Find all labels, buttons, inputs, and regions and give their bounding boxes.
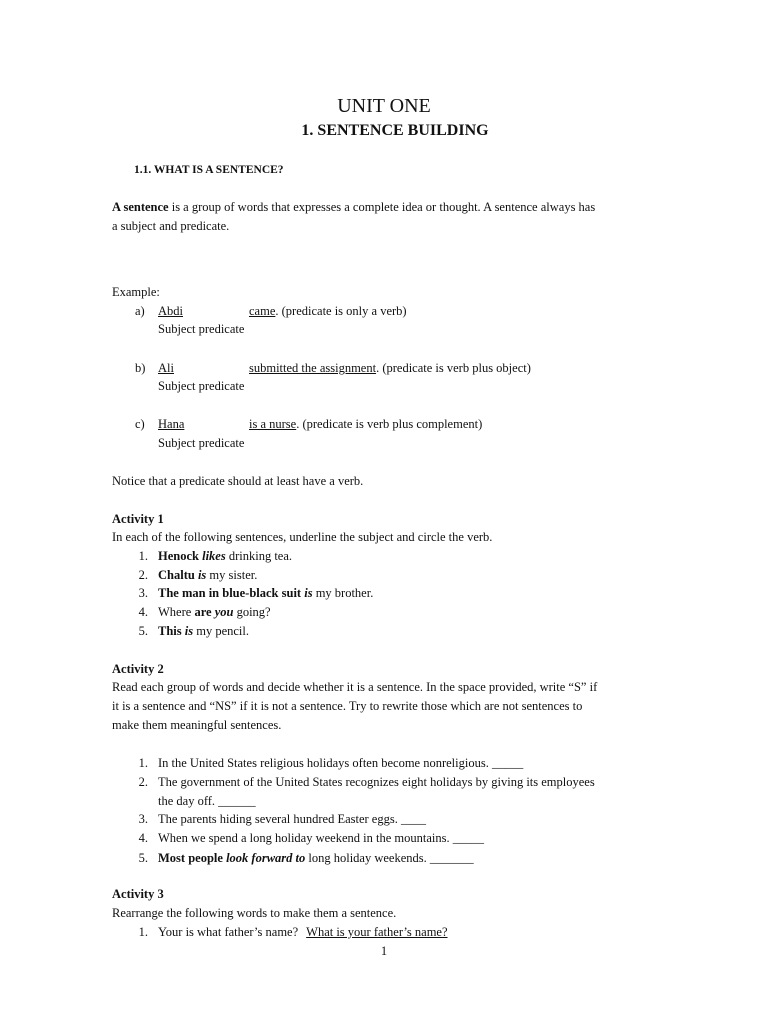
list-number: 5.	[138, 624, 148, 638]
example-predicate-line	[249, 303, 407, 319]
example-note: . (predicate is verb plus complement)	[296, 417, 483, 431]
list-number: 2.	[138, 775, 148, 789]
activity-1-heading: Activity 1	[112, 512, 164, 526]
list-number: 4.	[138, 831, 148, 845]
definition-text: is a group of words that expresses a complete idea or thought. A sentence always has	[168, 200, 596, 214]
definition-line-1	[112, 199, 595, 215]
item-rest: my sister.	[206, 568, 258, 582]
example-note: . (predicate is only a verb)	[275, 304, 407, 318]
example-predicate: came	[249, 304, 276, 318]
item-verb: are	[194, 605, 212, 619]
example-subject: Hana	[158, 417, 185, 431]
list-item	[158, 623, 249, 639]
list-number: 1.	[138, 756, 148, 770]
activity-2-heading: Activity 2	[112, 662, 164, 676]
list-item	[158, 850, 474, 866]
list-item	[158, 548, 292, 564]
activity-3-instruction: Rearrange the following words to make them a sentence.	[112, 906, 397, 920]
example-predicate-line	[249, 360, 531, 376]
item-verb: is	[304, 586, 313, 600]
list-number: 2.	[138, 568, 148, 582]
list-number: 3.	[138, 812, 148, 826]
list-number: 1.	[138, 549, 148, 563]
item-answer: What is your father’s name?	[306, 925, 448, 939]
item-verb: look forward to	[226, 851, 306, 865]
activity-2-instruction: make them meaningful sentences.	[112, 718, 282, 732]
list-item	[158, 924, 448, 940]
page-number: 1	[380, 944, 388, 958]
example-note: . (predicate is verb plus object)	[376, 361, 531, 375]
definition-line-2: a subject and predicate.	[112, 219, 230, 233]
example-caption: Subject predicate	[158, 379, 245, 393]
list-number: 1.	[138, 925, 148, 939]
example-subject: Abdi	[158, 304, 183, 318]
item-verb: is	[197, 568, 207, 582]
item-rest: my pencil.	[193, 624, 249, 638]
activity-3-heading: Activity 3	[112, 887, 164, 901]
item-prompt: Your is what father’s name?	[158, 925, 299, 939]
item-rest: Where	[158, 605, 195, 619]
unit-title: UNIT ONE	[337, 95, 431, 117]
list-item	[158, 604, 271, 620]
example-caption: Subject predicate	[158, 322, 245, 336]
notice-text: Notice that a predicate should at least have a verb.	[112, 474, 364, 488]
list-item: When we spend a long holiday weekend in the mountains. _____	[158, 831, 484, 845]
example-predicate: submitted the assignment	[249, 361, 377, 375]
chapter-title: 1. SENTENCE BUILDING	[301, 122, 489, 139]
item-rest: my brother.	[312, 586, 374, 600]
item-subject: Henock	[158, 549, 203, 563]
activity-2-instruction: it is a sentence and “NS” if it is not a sentence. Try to rewrite those which are not sentences to	[112, 699, 583, 713]
example-marker: c)	[135, 417, 145, 431]
section-heading: 1.1. WHAT IS A SENTENCE?	[134, 164, 284, 176]
list-item: The government of the United States recognizes eight holidays by giving its employees	[158, 775, 595, 789]
activity-2-instruction: Read each group of words and decide whether it is a sentence. In the space provided, write “S” if	[112, 680, 598, 694]
list-item: In the United States religious holidays often become nonreligious. _____	[158, 756, 524, 770]
item-subject: you	[211, 605, 234, 619]
item-subject: Chaltu	[158, 568, 198, 582]
list-number: 3.	[138, 586, 148, 600]
list-item: The parents hiding several hundred Easter eggs. ____	[158, 812, 426, 826]
example-marker: a)	[135, 304, 145, 318]
list-number: 4.	[138, 605, 148, 619]
activity-1-instruction: In each of the following sentences, underline the subject and circle the verb.	[112, 530, 493, 544]
item-subject: The man in blue-black suit	[158, 586, 305, 600]
list-item	[158, 567, 257, 583]
definition-term: A sentence	[112, 200, 169, 214]
example-predicate-line	[249, 416, 482, 432]
item-subject: This	[158, 624, 185, 638]
item-rest: long holiday weekends. _______	[305, 851, 474, 865]
example-subject: Ali	[158, 361, 174, 375]
item-subject: Most people	[158, 851, 227, 865]
example-marker: b)	[135, 361, 146, 375]
example-predicate: is a nurse	[249, 417, 297, 431]
item-rest: going?	[233, 605, 271, 619]
list-item	[158, 585, 373, 601]
example-label: Example:	[112, 285, 160, 299]
example-caption: Subject predicate	[158, 436, 245, 450]
item-rest: drinking tea.	[225, 549, 293, 563]
list-number: 5.	[138, 851, 148, 865]
list-item-continuation: the day off. ______	[158, 794, 256, 808]
item-verb: is	[184, 624, 194, 638]
item-verb: likes	[202, 549, 226, 563]
